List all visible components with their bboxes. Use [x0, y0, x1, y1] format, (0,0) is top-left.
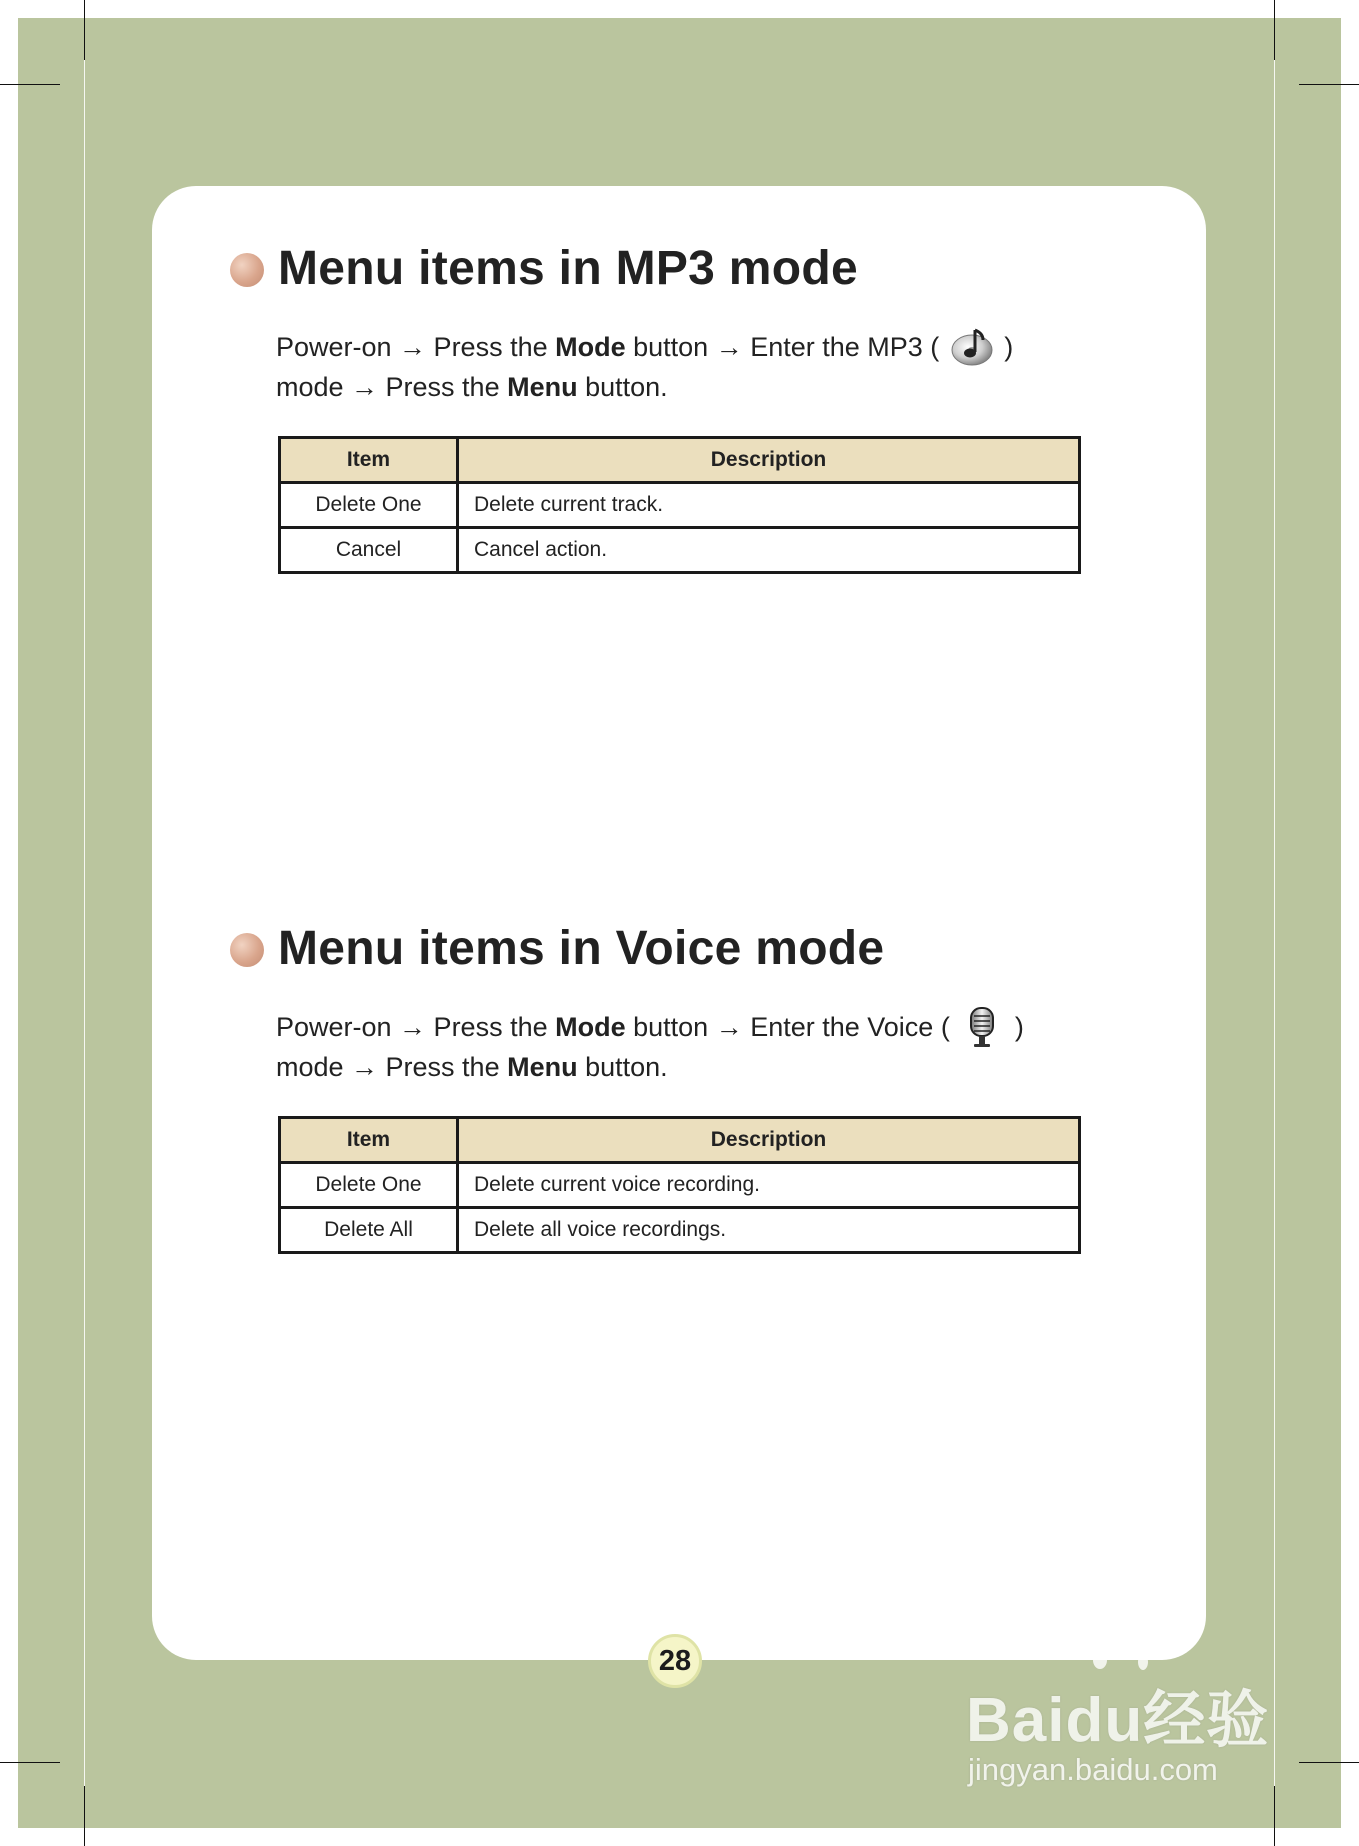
menu-items-table [278, 436, 1081, 574]
instruction-line2-prefix: mode → Press the [276, 1052, 508, 1082]
instruction-suffix: ) [996, 332, 1014, 362]
bullet-icon [230, 253, 264, 287]
instruction-middle: button → Enter the MP3 ( [625, 332, 947, 362]
header-item: Item [280, 438, 458, 483]
watermark-url: jingyan.baidu.com [968, 1752, 1218, 1787]
crop-mark [1274, 0, 1275, 60]
instruction-suffix: ) [1007, 1012, 1024, 1042]
watermark-brand: Baidu经验 [966, 1686, 1270, 1755]
cell-description: Delete all voice recordings. [458, 1208, 1080, 1253]
cell-item: Delete All [280, 1208, 458, 1253]
instruction-menu-label: Menu [507, 1052, 578, 1082]
instruction-line2-suffix: button. [577, 1052, 668, 1082]
crop-mark [0, 1762, 60, 1763]
bleed-line-right [1274, 18, 1275, 1828]
content-card [152, 186, 1206, 1660]
cell-description: Delete current track. [458, 483, 1080, 528]
section-title: Menu items in Voice mode [278, 922, 885, 975]
instruction-line2-prefix: mode → Press the [276, 372, 508, 402]
microphone-icon [959, 1004, 1005, 1050]
instruction-text [276, 1004, 1024, 1085]
bleed-line-left [84, 18, 85, 1828]
instruction-mode-label: Mode [555, 332, 626, 362]
header-item: Item [280, 1118, 458, 1163]
crop-mark [84, 1786, 85, 1846]
crop-mark [1299, 84, 1359, 85]
table-row [280, 528, 1080, 573]
bullet-icon [230, 933, 264, 967]
instruction-menu-label: Menu [507, 372, 578, 402]
header-description: Description [458, 438, 1080, 483]
cell-item: Cancel [280, 528, 458, 573]
table-header-row [280, 438, 1080, 483]
instruction-middle: button → Enter the Voice ( [625, 1012, 958, 1042]
table-row [280, 1208, 1080, 1253]
instruction-prefix: Power-on → Press the [276, 332, 556, 362]
table-row [280, 483, 1080, 528]
cell-description: Cancel action. [458, 528, 1080, 573]
crop-mark [84, 0, 85, 60]
table-header-row [280, 1118, 1080, 1163]
instruction-text [276, 324, 1013, 405]
cell-item: Delete One [280, 483, 458, 528]
page-number: 28 [648, 1634, 702, 1688]
instruction-mode-label: Mode [555, 1012, 626, 1042]
table-row [280, 1163, 1080, 1208]
baidu-watermark [960, 1640, 1280, 1800]
music-note-icon [949, 324, 995, 370]
section-heading [230, 241, 858, 296]
crop-mark [1299, 1762, 1359, 1763]
section-title: Menu items in MP3 mode [278, 242, 859, 295]
cell-description: Delete current voice recording. [458, 1163, 1080, 1208]
instruction-line2-suffix: button. [577, 372, 668, 402]
menu-items-table [278, 1116, 1081, 1254]
instruction-prefix: Power-on → Press the [276, 1012, 556, 1042]
section-heading [230, 921, 884, 976]
crop-mark [0, 84, 60, 85]
cell-item: Delete One [280, 1163, 458, 1208]
header-description: Description [458, 1118, 1080, 1163]
